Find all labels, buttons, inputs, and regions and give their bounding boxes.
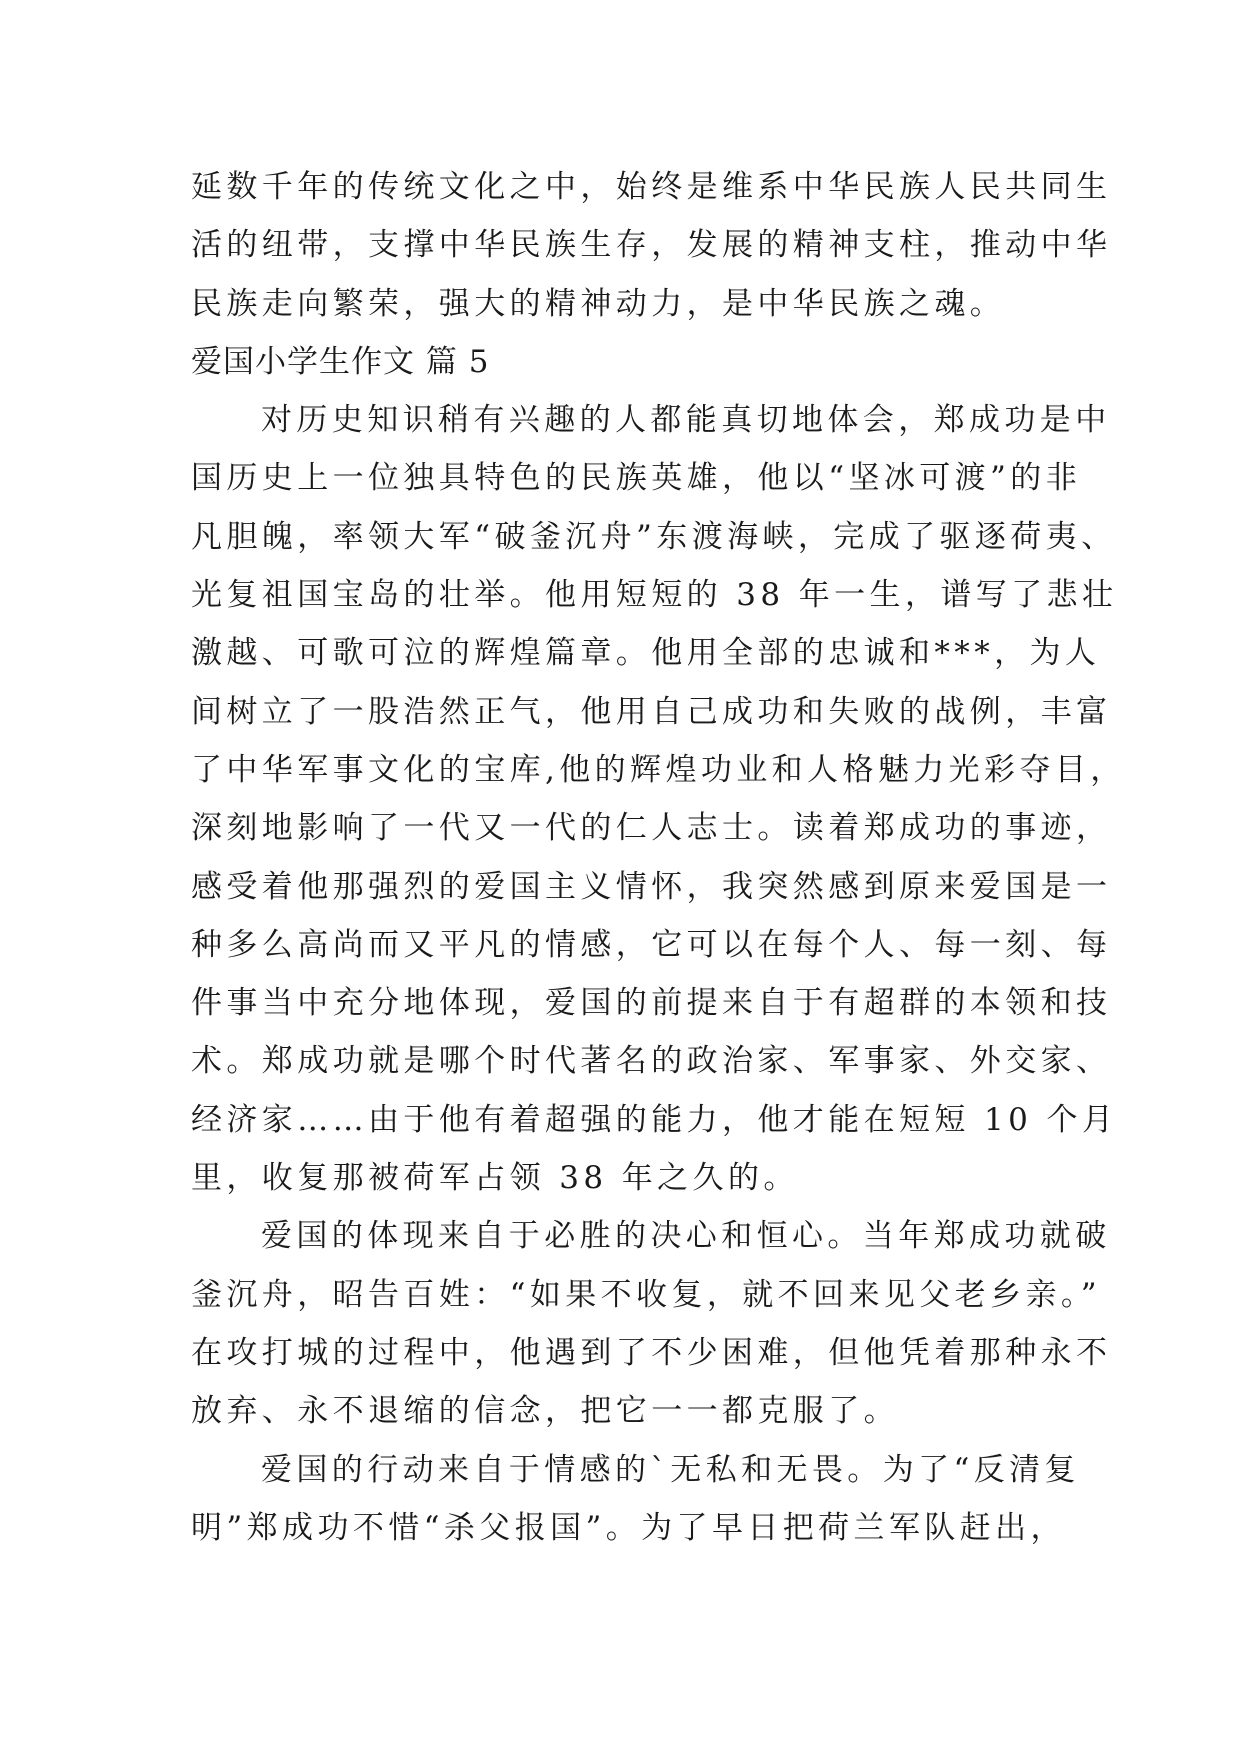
section-heading: 爱国小学生作文 篇 5 — [191, 343, 490, 380]
text-line: 放弃、永不退缩的信念，把它一一都克服了。 — [191, 1393, 899, 1430]
text-line: 在攻打城的过程中，他遇到了不少困难，但他凭着那种永不 — [191, 1334, 1112, 1371]
text-line: 感受着他那强烈的爱国主义情怀，我突然感到原来爱国是一 — [191, 868, 1112, 905]
text-line: 种多么高尚而又平凡的情感，它可以在每个人、每一刻、每 — [191, 926, 1112, 963]
text-line: 间树立了一股浩然正气，他用自己成功和失败的战例，丰富 — [191, 693, 1112, 730]
text-line: 凡胆魄，率领大军“破釜沉舟”东渡海峡，完成了驱逐荷夷、 — [191, 518, 1117, 555]
text-line: 了中华军事文化的宝库,他的辉煌功业和人格魅力光彩夺目， — [191, 751, 1126, 788]
text-line: 延数千年的传统文化之中，始终是维系中华民族人民共同生 — [191, 169, 1112, 205]
text-line: 深刻地影响了一代又一代的仁人志士。读着郑成功的事迹， — [191, 810, 1112, 847]
paragraph-first-line: 爱国的体现来自于必胜的决心和恒心。当年郑成功就破 — [261, 1218, 1111, 1255]
text-line: 釜沉舟，昭告百姓：“如果不收复，就不回来见父老乡亲。” — [191, 1276, 1101, 1313]
text-line: 光复祖国宝岛的壮举。他用短短的 38 年一生，谱写了悲壮 — [191, 577, 1118, 614]
text-line: 经济家……由于他有着超强的能力，他才能在短短 10 个月 — [191, 1101, 1118, 1138]
text-line: 术。郑成功就是哪个时代著名的政治家、军事家、外交家、 — [191, 1043, 1112, 1080]
essay-text — [191, 158, 1126, 1557]
text-line: 件事当中充分地体现，爱国的前提来自于有超群的本领和技 — [191, 985, 1112, 1022]
text-line: 里，收复那被荷军占领 38 年之久的。 — [191, 1160, 799, 1197]
text-line: 激越、可歌可泣的辉煌篇章。他用全部的忠诚和***，为人 — [191, 635, 1101, 672]
text-line: 国历史上一位独具特色的民族英雄，他以“坚冰可渡”的非 — [191, 460, 1082, 497]
paragraph-first-line: 爱国的行动来自于情感的`无私和无畏。为了“反清复 — [261, 1451, 1080, 1488]
text-line: 活的纽带，支撑中华民族生存，发展的精神支柱，推动中华 — [191, 227, 1112, 264]
paragraph-first-line: 对历史知识稍有兴趣的人都能真切地体会，郑成功是中 — [261, 402, 1111, 439]
text-line: 民族走向繁荣，强大的精神动力，是中华民族之魂。 — [191, 285, 1006, 322]
text-line: 明”郑成功不惜“杀父报国”。为了早日把荷兰军队赶出， — [191, 1509, 1066, 1546]
